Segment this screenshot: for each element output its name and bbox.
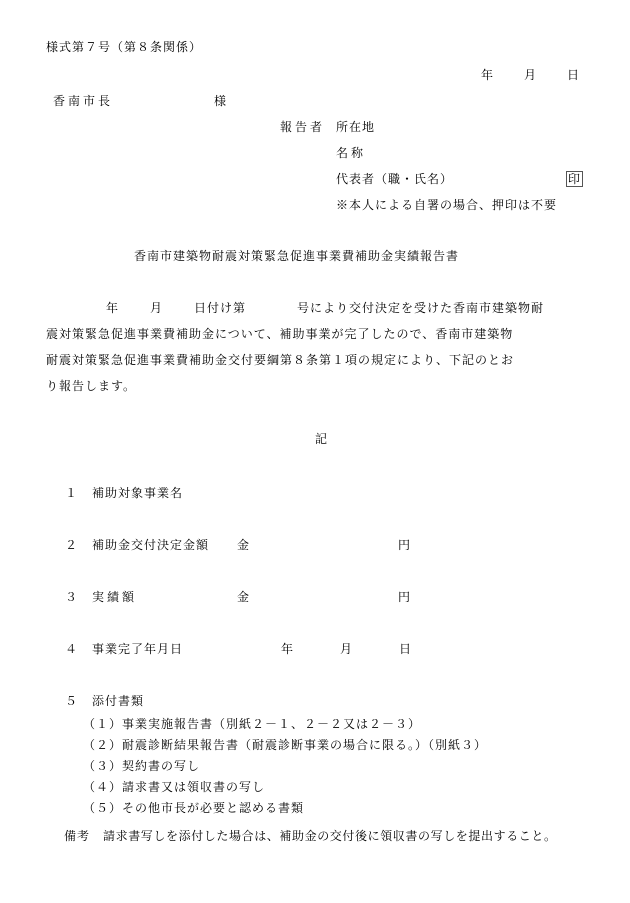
date-year: 年: [481, 68, 495, 82]
body-line1-year: 年: [106, 301, 120, 315]
attachment-item: （５）その他市長が必要と認める書類: [83, 801, 305, 815]
attachment-item: （１）事業実施報告書（別紙２－１、２－２又は２－３）: [83, 717, 422, 731]
item-label: 実績額: [92, 590, 138, 604]
remarks-label: 備考: [64, 829, 91, 843]
item-number: ３: [65, 590, 79, 604]
date-month: 月: [524, 68, 538, 82]
item-label: 補助金交付決定金額: [92, 538, 210, 552]
item-kin: 金: [237, 538, 251, 552]
attachment-item: （２）耐震診断結果報告書（耐震診断事業の場合に限る。）（別紙３）: [83, 738, 488, 752]
ki-heading: 記: [315, 432, 329, 446]
remarks-text: 請求書写しを添付した場合は、補助金の交付後に領収書の写しを提出すること。: [103, 829, 557, 843]
addressee-sama: 様: [214, 94, 228, 108]
item-kin: 金: [237, 590, 251, 604]
item-label: 添付書類: [92, 694, 145, 708]
item-number: ４: [65, 642, 79, 656]
body-line2: 震対策緊急促進事業費補助金について、補助事業が完了したので、香南市建築物: [46, 327, 514, 341]
body-line1-rest: 号により交付決定を受けた香南市建築物耐: [297, 301, 545, 315]
item-year: 年: [281, 642, 295, 656]
address-label: 所在地: [336, 120, 376, 134]
body-line1-month: 月: [150, 301, 164, 315]
seal-mark: [566, 171, 583, 187]
item-number: １: [65, 486, 79, 500]
reporter-label: 報告者: [280, 120, 326, 134]
form-number: 様式第７号（第８条関係）: [46, 40, 203, 54]
item-label: 補助対象事業名: [92, 486, 184, 500]
item-number: ５: [65, 694, 79, 708]
seal-note: ※本人による自署の場合、押印は不要: [336, 198, 558, 212]
date-day: 日: [567, 68, 581, 82]
item-yen: 円: [398, 590, 412, 604]
item-day: 日: [399, 642, 413, 656]
addressee-mayor: 香南市長: [53, 94, 114, 108]
document-title: 香南市建築物耐震対策緊急促進事業費補助金実績報告書: [134, 249, 460, 263]
attachment-item: （３）契約書の写し: [83, 759, 201, 773]
item-label: 事業完了年月日: [92, 642, 184, 656]
item-yen: 円: [398, 538, 412, 552]
body-line3: 耐震対策緊急促進事業費補助金交付要綱第８条第１項の規定により、下記のとお: [46, 353, 515, 367]
seal-label: 印: [568, 172, 582, 186]
representative-label: 代表者（職・氏名）: [336, 172, 454, 186]
item-month: 月: [340, 642, 354, 656]
name-label: 名称: [336, 146, 367, 160]
attachment-item: （４）請求書又は領収書の写し: [83, 780, 266, 794]
body-line1-day: 日付け第: [194, 301, 247, 315]
body-line4: り報告します。: [46, 379, 137, 393]
item-number: ２: [65, 538, 79, 552]
